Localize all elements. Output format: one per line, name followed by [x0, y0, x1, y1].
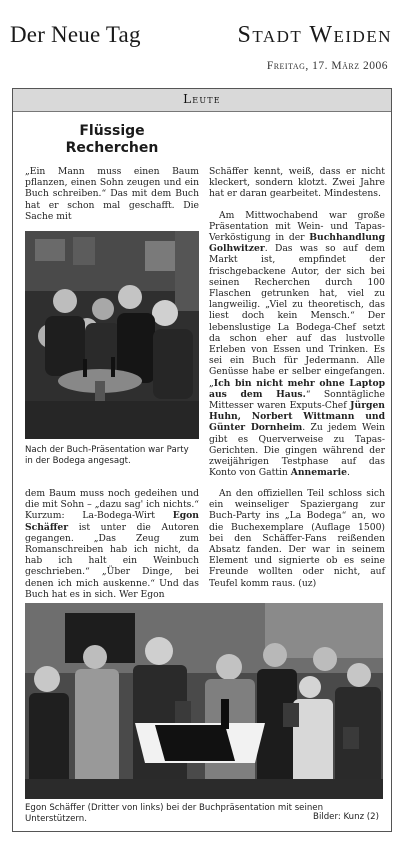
masthead: [10, 22, 394, 52]
section-name: Stadt Weiden: [237, 22, 392, 48]
headline-line-2: Recherchen: [65, 140, 159, 156]
photo1-caption: Nach der Buch-Präsentation war Party in der Bodega angesagt.: [25, 445, 189, 466]
article-frame: [12, 88, 392, 832]
article-right-bottom: [209, 488, 385, 589]
left-bottom-paragraph: dem Baum muss noch gedeihen und die mit Sohn – „dazu sag' ich nichts.“ Kurzum: La-Bodega-Wirt Egon Schäffer ist unter die Autoren gegangen. „Das Zeug zum Romanschreiben hab ich nicht, da hab ich halt ein Weinbuch geschrieben.“ „Über Dinge, bei denen ich mich auskenne.“ Und das Buch hat es in sich. Wer Egon: [25, 488, 199, 600]
right-paragraph-3: An den offiziellen Teil schloss sich ein weinseliger Spaziergang zur Buch-Party ins „La Bodega“ an, wo die Buchexemplare (Auflage 1500) bei den Schäffer-Fans reißenden Absatz fanden. Der war in seinem Element und signierte ob es seine Freunde wollten oder nicht, auf Teufel komm raus. (uz): [209, 488, 385, 589]
article-intro: [25, 166, 199, 222]
headline-line-1: Flüssige: [79, 123, 145, 139]
article-right-column: [209, 166, 385, 478]
dateline: Freitag, 17. März 2006: [266, 60, 388, 72]
right-paragraph-1: Schäffer kennt, weiß, dass er nicht kleckert, sondern klotzt. Zwei Jahre hat er daran gearbeitet. Mindestens.: [209, 166, 385, 200]
photo2-caption: Egon Schäffer (Dritter von links) bei der Buchpräsentation mit seinen Unterstützern.: [25, 803, 324, 824]
photo-credit: Bilder: Kunz (2): [313, 812, 379, 822]
headline: [25, 123, 199, 157]
book-presentation-photo: [25, 603, 383, 799]
name-egon-schaeffer: Egon Schäffer: [25, 510, 199, 533]
intro-paragraph: „Ein Mann muss einen Baum pflanzen, einen Sohn zeugen und ein Buch schreiben.“ Das mit dem Buch hat er schon mal geschafft. Die Sache mit: [25, 166, 199, 222]
rubric-label: Leute: [183, 92, 221, 106]
article-left-bottom: [25, 488, 199, 600]
right-paragraph-2: Am Mittwochabend war große Präsentation mit Wein- und Tapas-Verköstigung in der Buchhandlung Golhwitzer. Das was so auf dem Markt ist, empfindet der frischgebackene Autor, der sich bei seinen Recherchen durch 100 Flaschen getrunken hat, viel zu langweilig. „Viel zu theoretisch, das liest doch kein Mensch.“ Der lebenslustige La Bodega-Chef setzt da schon eher auf das lustvolle Erleben von Essen und Trinken. Es sei ein Buch für Jedermann. Alle Genüsse habe er selber eingefangen. „Ich bin nicht mehr ohne Laptop aus dem Haus.“ Sonntägliche Mittesser waren Exputs-Chef Jürgen Huhn, Norbert Wittmann und Günter Dornheim. Zu jedem Wein gibt es Querverweise zu Tapas-Gerichten. Die gingen während der zweijährigen Testphase auf das Konto von Gattin Annemarie.: [209, 209, 385, 479]
rubric-bar: [13, 89, 391, 112]
newspaper-page: [6, 12, 396, 837]
newspaper-name: Der Neue Tag: [10, 22, 141, 47]
bodega-party-photo: [25, 231, 199, 439]
